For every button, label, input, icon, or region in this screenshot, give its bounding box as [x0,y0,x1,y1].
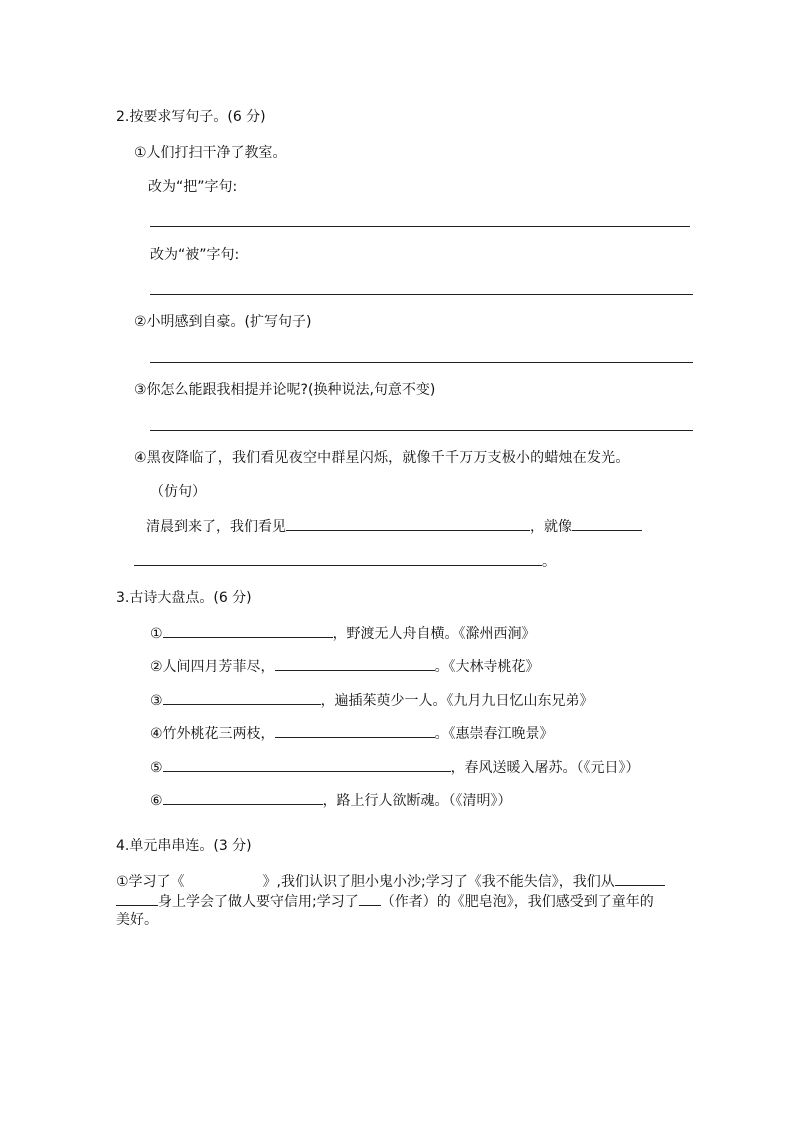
poem-line-6-number: ⑥ [150,793,163,809]
poem-line-1-number: ① [150,626,163,642]
poem-line-5-text: ，春风送暖入屠苏。（《元日》） [450,760,640,776]
unit-paragraph-line-3: 美好。 [116,912,158,928]
sentence-3: ③你怎么能跟我相提并论呢?(换种说法,句意不变) [134,382,436,398]
poem-line-5-blank[interactable] [163,757,451,772]
unit-text-1b: 》,我们认识了胆小鬼小沙;学习了《我不能失信》，我们从 [262,874,615,890]
poem-line-1-blank[interactable] [163,623,333,638]
person-blank-a[interactable] [615,871,665,886]
poem-line-2 [150,656,540,676]
unit-text-2b: （作者）的《肥皂泡》，我们感受到了童年的 [380,894,654,910]
poem-line-3-text: ，遍插茱萸少一人。《九月九日忆山东兄弟》 [320,693,594,709]
question-2-title: 2.按要求写句子。(6 分) [116,109,266,125]
poem-line-3-blank[interactable] [163,690,321,705]
poem-line-4 [150,723,554,743]
poem-line-5 [150,757,640,777]
imitation-end: 。 [542,554,556,570]
question-3-title: 3.古诗大盘点。(6 分) [116,590,252,606]
imitation-blank-3[interactable] [134,551,542,566]
sentence-2: ②小明感到自豪。(扩写句子) [134,314,312,330]
poem-line-2-text-a: ②人间四月芳菲尽， [150,659,275,675]
poem-line-2-text-b: 。《大林寺桃花》 [434,659,540,675]
rephrase-sentence-answer-line[interactable] [150,430,693,431]
poem-line-2-blank[interactable] [275,656,435,671]
poem-line-1 [150,623,536,643]
poem-line-1-text: ，野渡无人舟自横。《滁州西涧》 [332,626,536,642]
poem-line-6-text: ，路上行人欲断魂。（《清明》） [322,793,512,809]
bei-sentence-label: 改为“被”字句: [150,247,240,263]
bei-sentence-answer-line[interactable] [150,294,693,295]
unit-paragraph-line-2 [116,891,654,911]
poem-line-5-number: ⑤ [150,760,163,776]
ba-sentence-answer-line[interactable] [150,226,690,227]
imitation-sentence [146,516,642,536]
unit-paragraph-line-1 [116,871,665,891]
sentence-4: ④黑夜降临了，我们看见夜空中群星闪烁，就像千千万万支极小的蜡烛在发光。 [134,450,630,466]
imitation-note: （仿句） [150,484,206,500]
expand-sentence-answer-line[interactable] [150,362,693,363]
imitation-middle: ，就像 [530,519,572,535]
imitation-continuation [134,551,556,571]
poem-line-3-number: ③ [150,693,163,709]
poem-line-6-blank[interactable] [163,790,323,805]
author-blank[interactable] [359,891,381,906]
ba-sentence-label: 改为“把”字句: [148,179,238,195]
sentence-1: ①人们打扫干净了教室。 [134,145,287,161]
imitation-blank-1[interactable] [286,516,530,531]
imitation-prefix: 清晨到来了，我们看见 [146,519,286,535]
unit-text-2a: 身上学会了做人要守信用;学习了 [158,894,359,910]
imitation-blank-2[interactable] [572,516,642,531]
poem-line-3 [150,690,594,710]
poem-line-4-blank[interactable] [275,723,435,738]
poem-line-6 [150,790,512,810]
unit-text-1a: ①学习了《 [116,874,185,890]
question-4-title: 4.单元串串连。(3 分) [116,838,252,854]
poem-line-4-text-b: 。《惠崇春江晚景》 [434,726,554,742]
poem-line-4-text-a: ④竹外桃花三两枝， [150,726,275,742]
person-blank-b[interactable] [116,891,158,906]
